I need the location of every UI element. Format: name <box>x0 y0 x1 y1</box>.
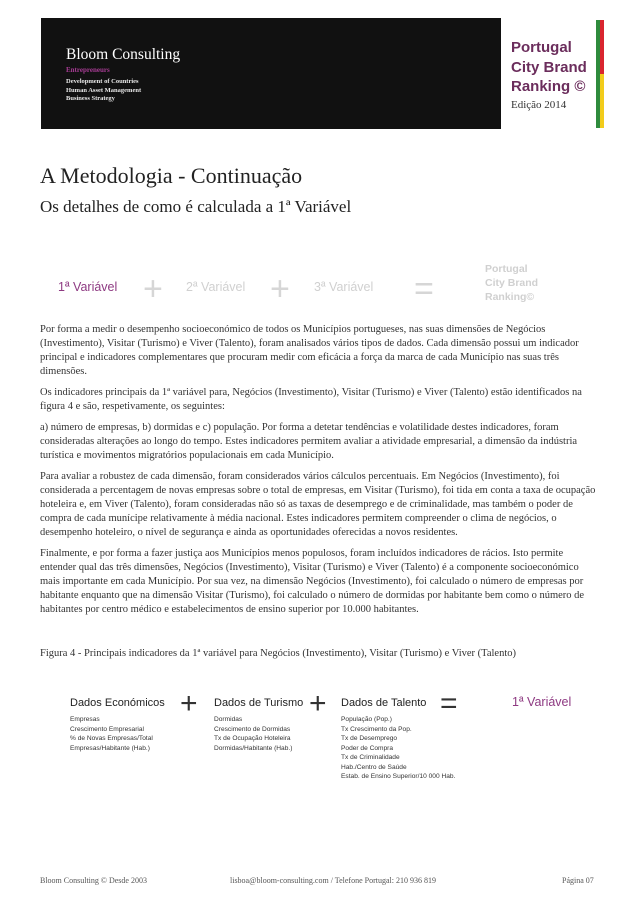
list-item: % de Novas Empresas/Total <box>70 735 153 742</box>
formula-result-line: Portugal <box>485 263 528 275</box>
figure-economic-list <box>70 715 153 753</box>
list-item: Tx Crescimento da Pop. <box>341 725 412 733</box>
list-item: Empresas/Habitante (Hab.) <box>70 744 150 752</box>
list-item: Empresas <box>70 716 100 723</box>
figure-economic-title: Dados Económicos <box>70 697 165 709</box>
ranking-title-line: Ranking © <box>511 78 586 95</box>
flag-stripe-red <box>600 20 604 74</box>
figure-equals-icon: = <box>440 687 458 720</box>
brand-service-line: Business Strategy <box>66 95 115 103</box>
page-title: A Metodologia - Continuação <box>40 163 303 188</box>
formula-plus-icon: + <box>143 270 163 308</box>
figure-tourism-list <box>214 715 292 753</box>
body-text <box>40 323 600 624</box>
list-item: Crescimento de Dormidas <box>214 725 291 733</box>
brand-name: Bloom Consulting <box>66 46 181 63</box>
list-item: Hab./Centro de Saúde <box>341 763 407 771</box>
formula-result-ranking <box>485 262 538 304</box>
list-item: Poder de Compra <box>341 744 394 752</box>
figure-caption: Figura 4 - Principais indicadores da 1ª variável para Negócios (Investimento), Visitar (Turismo) e Viver (Talento) <box>40 648 517 659</box>
ranking-title-line: City Brand <box>511 58 587 76</box>
figure-tourism-title: Dados de Turismo <box>214 697 304 709</box>
list-item: População (Pop.) <box>341 716 392 723</box>
figure-talent-list <box>341 715 455 782</box>
figure-plus-icon: + <box>309 687 327 720</box>
formula-variable-3: 3ª Variável <box>314 280 374 294</box>
brand-service-line: Human Asset Management <box>66 86 142 94</box>
paragraph: a) número de empresas, b) dormidas e c) população. Por forma a detetar tendências e volatilidade destes indicadores, foram consideradas alterações ao longo do tempo. Estes indicadores permitem avaliar a atividade empresarial, a dimensão da indústria turística e movimentos migratórios populacionais em cada Município. <box>40 422 578 461</box>
footer-copyright: Bloom Consulting © Desde 2003 <box>40 876 147 885</box>
paragraph: Finalmente, e por forma a fazer justiça aos Municípios menos populosos, foram incluídos indicadores de rácios. Isto permite entender qual das três dimensões, Negócios (Investimento), Visitar (Turismo) e Viver (Talento) é a componente socioeconómico mais importante em cada Município. Por sua vez, na dimensão Negócios (Investimento), foi calculado o número de empresas por habitante enquanto que na dimensão Visitar (Turismo), foi calculado o número de dormidas por habitante bem como o número de habitantes por centro médico e estabelecimentos de ensino superior por 10.000 habitantes. <box>40 548 585 615</box>
figure-plus-icon: + <box>180 687 198 720</box>
figure-result-variable: 1ª Variável <box>512 695 572 709</box>
header-banner <box>41 18 501 129</box>
formula-equals-icon: = <box>414 270 434 308</box>
ranking-title-line: Portugal <box>511 39 572 56</box>
list-item: Dormidas <box>214 716 243 723</box>
footer-contact: lisboa@bloom-consulting.com / Telefone Portugal: 210 936 819 <box>230 876 436 885</box>
brand-tagline: Entrepreneurs <box>66 66 110 74</box>
formula-result-line: Ranking© <box>485 291 535 303</box>
list-item: Tx de Ocupação Hoteleira <box>214 735 291 742</box>
footer-page-number: Página 07 <box>562 876 594 885</box>
brand-service-line: Development of Countries <box>66 78 139 85</box>
paragraph: Para avaliar a robustez de cada dimensão, foram considerados vários cálculos percentuais. Em Negócios (Investimento), foi considerada a percentagem de novas empresas sobre o total de empresas, em Visitar (Turismo), foi tida em conta a taxa de ocupação hoteleira e, em Viver (Talento), foram consideradas não só as taxas de desemprego e de criminalidade, mas também o poder de compra de cada munícipe relativamente à média nacional. Estes indicadores permitem compreender o clima de negócios, o desempenho hoteleiro, o nível de segurança e ainda as oportunidades oferecidas a novos residentes. <box>40 471 596 538</box>
portugal-flag-stripes <box>596 20 604 128</box>
formula-variable-2: 2ª Variável <box>186 280 246 294</box>
list-item: Dormidas/Habitante (Hab.) <box>214 744 293 752</box>
figure-talent-title: Dados de Talento <box>341 697 427 709</box>
paragraph: Os indicadores principais da 1ª variável para, Negócios (Investimento), Visitar (Turismo) e Viver (Talento) estão identificados na figura 4 e são, respetivamente, os seguintes: <box>40 387 582 412</box>
flag-stripe-yellow <box>600 74 604 128</box>
page-subtitle: Os detalhes de como é calculada a 1ª Variável <box>40 197 352 216</box>
ranking-title <box>511 38 587 97</box>
list-item: Tx de Desemprego <box>341 735 398 742</box>
list-item: Estab. de Ensino Superior/10 000 Hab. <box>341 773 456 780</box>
list-item: Crescimento Empresarial <box>70 725 145 733</box>
edition-label: Edição 2014 <box>511 99 567 111</box>
formula-variable-1: 1ª Variável <box>58 280 118 294</box>
paragraph: Por forma a medir o desempenho socioeconómico de todos os Municípios portugueses, nas suas dimensões de Negócios (Investimento), Visitar (Turismo) e Viver (Talento), foram analisados vários tipos de dados. Cada dimensão possui um indicador principal e indicadores complementares que procuram medir com eficácia a força da marca de cada Município nas suas três dimensões. <box>40 324 579 377</box>
brand-services <box>66 78 141 104</box>
formula-plus-icon: + <box>270 270 290 308</box>
formula-result-line: City Brand <box>485 277 539 289</box>
list-item: Tx de Criminalidade <box>341 754 400 761</box>
